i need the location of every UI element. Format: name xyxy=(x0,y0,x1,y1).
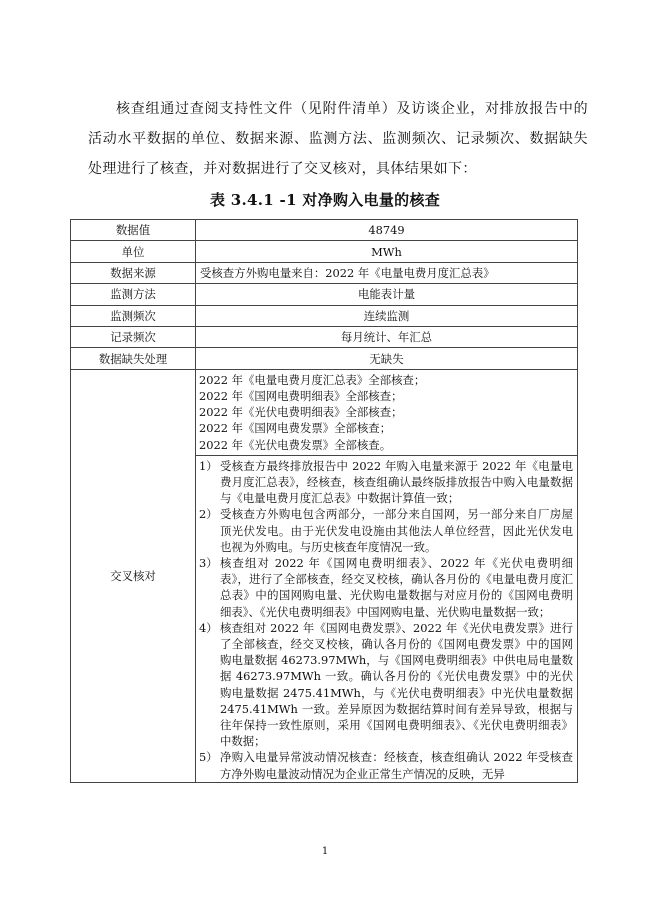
table-row xyxy=(71,348,578,369)
checked-document: 2022 年《光伏电费明细表》全部核查； xyxy=(199,405,403,420)
item-text: 核查组对 2022 年《国网电费发票》、2022 年《光伏电费发票》进行了全部核查，经交叉校核，确认各月份的《国网电费发票》中的国网购电量数据 46273.97MWh，与《国网电费明细表》中供电局电量数据 46273.97MWh 一致。确认各月份的《光伏电费发票》中的光伏购电量数据 2475.41MWh，与《光伏电费明细表》中光伏电量数据 2475.41MWh 一致。差异原因为数据结算时间有差异导致，根据与往年保持一致性原则，采用《国网电费明细表》、《光伏电费明细表》中数据； xyxy=(220,620,573,749)
cross-check-label: 交叉核对 xyxy=(71,369,196,782)
row-value: 每月统计、年汇总 xyxy=(196,326,578,347)
table-row xyxy=(71,262,578,283)
row-value: 电能表计量 xyxy=(196,284,578,305)
cross-check-item xyxy=(199,458,573,507)
row-value: 48749 xyxy=(196,220,578,241)
cross-check-item xyxy=(199,620,573,750)
item-number: 2） xyxy=(199,507,218,522)
checked-document: 2022 年《光伏电费发票》全部核查。 xyxy=(199,437,392,452)
item-text: 受核查方外购电包含两部分，一部分来自国网，另一部分来自厂房屋顶光伏发电。由于光伏发电设施由其他法人单位经营，因此光伏发电也视为外购电。与历史核查年度情况一致。 xyxy=(220,507,573,554)
table-row xyxy=(71,284,578,305)
row-label: 数据值 xyxy=(71,220,196,241)
table-row xyxy=(71,326,578,347)
intro-text xyxy=(88,94,588,184)
row-label: 监测方法 xyxy=(71,284,196,305)
checked-document: 2022 年《电量电费月度汇总表》全部核查； xyxy=(199,372,426,387)
row-label: 数据缺失处理 xyxy=(71,348,196,369)
row-label: 数据来源 xyxy=(71,262,196,283)
table-row xyxy=(71,220,578,241)
page-number: 1 xyxy=(321,846,329,857)
row-label: 监测频次 xyxy=(71,305,196,326)
table-row-cross-check-docs xyxy=(71,369,578,455)
checked-document: 2022 年《国网电费明细表》全部核查； xyxy=(199,388,403,403)
intro-paragraph: 核查组通过查阅支持性文件（见附件清单）及访谈企业，对排放报告中的活动水平数据的单位、数据来源、监测方法、监测频次、记录频次、数据缺失处理进行了核查，并对数据进行了交叉核对，具体结果如下： xyxy=(88,101,588,177)
item-text: 净购入电量异常波动情况核查：经核查，核查组确认 2022 年受核查方净外购电量波动情况为企业正常生产情况的反映，无异 xyxy=(220,750,573,781)
row-label: 记录频次 xyxy=(71,326,196,347)
item-number: 3） xyxy=(199,555,218,570)
row-value: 连续监测 xyxy=(196,305,578,326)
cross-check-item xyxy=(199,555,573,620)
cross-check-item xyxy=(199,506,573,555)
table-row xyxy=(71,305,578,326)
row-value: 受核查方外购电量来自：2022 年《电量电费月度汇总表》 xyxy=(196,262,578,283)
checked-document: 2022 年《国网电费发票》全部核查； xyxy=(199,421,392,436)
row-label: 单位 xyxy=(71,241,196,262)
table-caption: 表 3.4.1 -1 对净购入电量的核查 xyxy=(209,191,441,209)
row-value: 无缺失 xyxy=(196,348,578,369)
row-value: MWh xyxy=(196,241,578,262)
net-purchased-electricity-table xyxy=(70,219,578,783)
cross-check-results xyxy=(196,455,578,782)
item-text: 受核查方最终排放报告中 2022 年购入电量来源于 2022 年《电量电费月度汇总表》，经核查，核查组确认最终版排放报告中购入电量数据与《电量电费月度汇总表》中数据计算值一致； xyxy=(220,458,573,506)
table-row xyxy=(71,241,578,262)
checked-documents-list xyxy=(196,369,578,455)
cross-check-item xyxy=(199,749,573,781)
item-text: 核查组对 2022 年《国网电费明细表》、2022 年《光伏电费明细表》，进行了全部核查，经交叉校核，确认各月份的《电量电费月度汇总表》中的国网购电量、光伏购电量数据与对应月份的《国网电费明细表》、《光伏电费明细表》中国网购电量、光伏购电量数据一致； xyxy=(220,555,573,619)
item-number: 1） xyxy=(199,458,218,473)
item-number: 4） xyxy=(199,620,218,635)
item-number: 5） xyxy=(199,750,218,765)
